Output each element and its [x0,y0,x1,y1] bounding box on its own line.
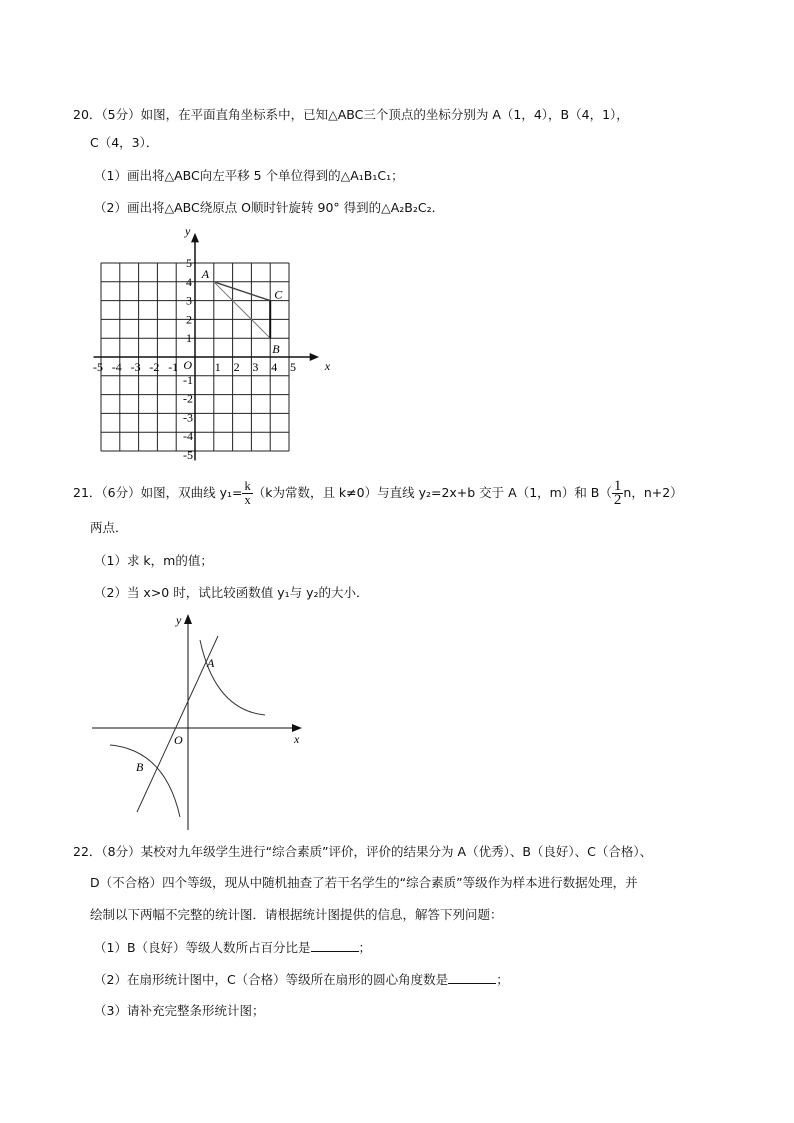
frac-numerator: k [244,479,251,493]
x-tick-label: 5 [290,360,296,374]
q22-stem-line1: 22．（8分）某校对九年级学生进行“综合素质”评价，评价的结果分为 A（优秀）、B（良好）、C（合格）、 [73,844,653,859]
y-tick-label: -2 [183,391,193,406]
hyperbola-branch-upper [200,640,265,715]
fraction-one-half [612,480,624,507]
y-tick-label: -3 [183,410,193,425]
q20-stem-line2: C（4，3）． [90,135,159,150]
point-a-label: A [207,656,215,670]
q21-stem-line2: 两点． [90,520,128,535]
y-tick-label: -5 [183,448,193,462]
x-tick-label: -2 [149,360,160,374]
x-label: x [294,732,300,746]
q21-stem-a: 21．（6分）如图，双曲线 y₁= [73,485,243,500]
point-a-label: A [201,266,210,281]
q21-part2: （2）当 x>0 时，试比较函数值 y₁与 y₂的大小． [94,585,369,600]
q22-part2-end: ； [496,972,509,987]
x-axis-arrow-icon [292,724,302,732]
q22-part2 [94,970,509,988]
x-axis-arrow-icon [310,353,319,361]
triangle-side-AB [214,282,270,338]
x-tick-label: 4 [271,360,278,374]
q21-stem-c: n，n+2） [623,485,683,500]
q20-part2: （2）画出将△ABC绕原点 O顺时针旋转 90° 得到的△A₂B₂C₂． [94,200,445,215]
q20-stem-line1: 20．（5分）如图，在平面直角坐标系中，已知△ABC三个顶点的坐标分别为 A（1，4），B（4，1）， [73,107,629,122]
x-tick-label: 3 [252,360,259,374]
hyperbola-branch-lower [110,745,180,817]
y-tick-label: 5 [186,256,192,270]
frac-denominator: 2 [613,492,622,508]
y-tick-label: -4 [183,429,193,444]
y-label: y [176,613,182,627]
point-c-label: C [274,287,283,302]
q20-coordinate-grid [0,0,794,470]
origin-label: O [174,733,183,747]
x-tick-label: 1 [214,360,221,374]
frac-denominator: x [244,493,251,507]
fraction-k-over-x [242,480,252,507]
q22-part1-end: ； [358,940,372,955]
y-tick-label: 1 [186,331,192,346]
q22-part1-text: （1）B（良好）等级人数所占百分比是 [94,940,311,955]
x-label: x [324,359,331,373]
y-tick-label: 4 [186,274,192,289]
y-axis-arrow-icon [191,233,199,242]
q21-stem-line1 [73,480,683,507]
q20-part1: （1）画出将△ABC向左平移 5 个单位得到的△A₁B₁C₁； [94,168,404,183]
point-b-label: B [136,760,144,774]
q22-part3: （3）请补充完整条形统计图； [94,1003,265,1018]
q21-part1: （1）求 k，m的值； [94,553,213,568]
q21-hyperbola-figure [80,605,320,835]
q22-part2-text: （2）在扇形统计图中，C（合格）等级所在扇形的圆心角度数是 [94,972,449,987]
x-tick-label: -3 [130,360,141,374]
q22-part1 [94,938,371,956]
y-label: y [185,223,191,238]
q21-stem-b: （k为常数，且 k≠0）与直线 y₂=2x+b 交于 A（1，m）和 B（ [252,485,612,500]
x-tick-label: 2 [233,360,240,374]
frac-numerator: 1 [613,478,622,494]
answer-blank[interactable] [448,983,496,984]
x-tick-label: -1 [168,360,179,374]
y-tick-label: 3 [186,293,192,308]
origin-label: O [183,358,192,372]
x-tick-label: -4 [111,360,122,374]
triangle-side-AC [214,282,270,301]
y-tick-label: -1 [183,372,193,387]
y-tick-label: 2 [186,312,192,327]
y-axis-arrow-icon [184,614,192,624]
x-tick-label: -5 [93,360,103,374]
answer-blank[interactable] [311,951,359,952]
q22-stem-line3: 绘制以下两幅不完整的统计图．请根据统计图提供的信息，解答下列问题： [90,907,503,922]
point-b-label: B [272,342,280,357]
q22-stem-line2: D（不合格）四个等级，现从中随机抽查了若干名学生的“综合素质”等级作为样本进行数据处理，并 [90,875,638,890]
